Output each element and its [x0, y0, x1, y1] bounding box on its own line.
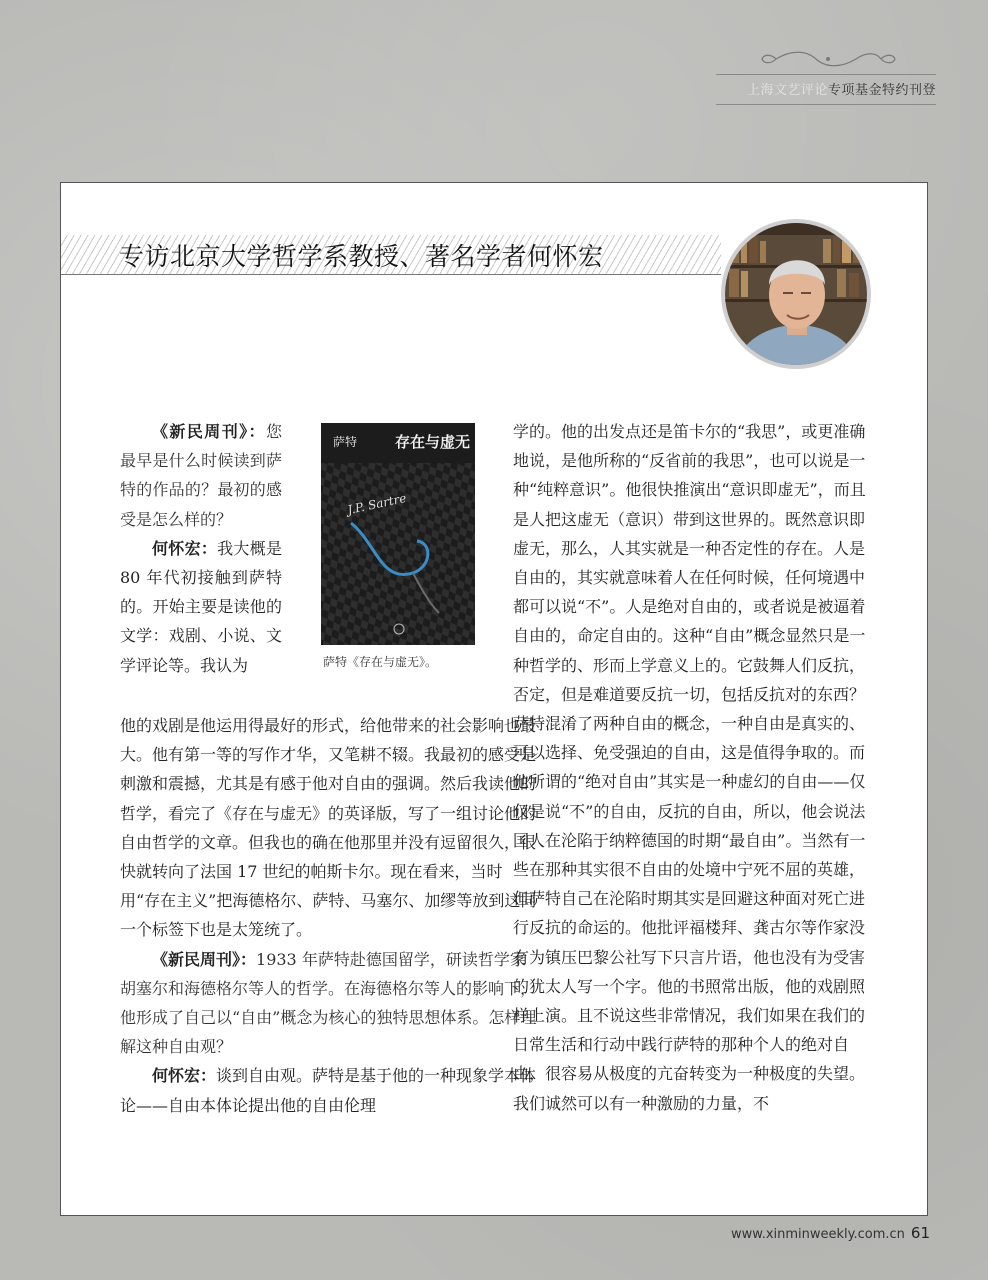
author-portrait: [721, 219, 871, 369]
answer-2-label: 何怀宏：: [152, 1066, 217, 1086]
sponsor-banner: [716, 48, 936, 105]
answer-1-start: [120, 534, 282, 680]
right-column: [513, 417, 873, 1118]
answer-2: [120, 1061, 540, 1119]
book-title: 存在与虚无: [395, 433, 471, 451]
ornament-icon: [716, 48, 936, 70]
question-2-label: 《新民周刊》：: [152, 949, 257, 969]
right-column-text: 学的。他的出发点还是笛卡尔的“我思”，或更准确地说，是他所称的“反省前的我思”，也可以说是一种“纯粹意识”。他很快推演出“意识即虚无”，而且是人把这虚无（意识）带到这世界的。既然意识即虚无，那么，人其实就是一种否定性的存在。人是自由的，其实就意味着人在任何时候，任何境遇中都可以说“不”。人是绝对自由的，或者说是被逼着自由的，命定自由的。这种“自由”概念显然只是一种哲学的、形而上学意义上的。它鼓舞人们反抗，否定，但是难道要反抗一切，包括反抗对的东西？萨特混淆了两种自由的概念，一种自由是真实的、可以选择、免受强迫的自由，这是值得争取的。而他所谓的“绝对自由”其实是一种虚幻的自由——仅仅是说“不”的自由，反抗的自由，所以，他会说法国人在沦陷于纳粹德国的时期“最自由”。当然有一些在那种其实很不自由的处境中宁死不屈的英雄，但萨特自己在沦陷时期其实是回避这种面对死亡进行反抗的命运的。他批评福楼拜、龚古尔等作家没有为镇压巴黎公社写下只言片语，他也没有为受害的犹太人写一个字。他的书照常出版，他的戏剧照样上演。且不说这些非常情况，我们如果在我们的日常生活和行动中践行萨特的那种个人的绝对自由，很容易从极度的亢奋转变为一种极度的失望。我们诚然可以有一种激励的力量，不: [513, 422, 866, 1113]
answer-1-continued: 他的戏剧是他运用得最好的形式，给他带来的社会影响也最大。他有第一等的写作才华，又笔耕不辍。我最初的感受是刺激和震撼，尤其是有感于他对自由的强调。然后我读他的哲学，看完了《存在与虚无》的英译版，写了一组讨论他的自由哲学的文章。但我也的确在他那里并没有逗留很久，很快就转向了法国 17 世纪的帕斯卡尔。现在看来，当时用“存在主义”把海德格尔、萨特、马塞尔、加缪等放到这同一个标签下也是太笼统了。: [120, 716, 537, 940]
question-2-text: 1933 年萨特赴德国留学，研读哲学家胡塞尔和海德格尔等人的哲学。在海德格尔等人的影响下，他形成了自己以“自由”概念为核心的独特思想体系。怎样理解这种自由观？: [120, 949, 537, 1057]
question-1: [120, 417, 282, 534]
sponsor-text: 专项基金特约刊登: [827, 83, 936, 98]
answer-2-text: 谈到自由观。萨特是基于他的一种现象学本体论——自由本体论提出他的自由伦理: [120, 1066, 537, 1115]
book-cover-art: [321, 423, 475, 645]
title-underline: [61, 274, 721, 275]
book-caption: 萨特《存在与虚无》。: [323, 655, 438, 669]
page-footer: [731, 1224, 930, 1242]
page-number: 61: [910, 1224, 930, 1242]
article-title: 专访北京大学哲学系教授、著名学者何怀宏: [119, 242, 604, 271]
answer-1-text-start: 我大概是 80 年代初接触到萨特的。开始主要是读他的文学：戏剧、小说、文学评论等。我认为: [120, 538, 282, 675]
book-author-mark: 萨特: [333, 435, 358, 449]
question-1-label: 《新民周刊》：: [152, 422, 266, 441]
footer-url: www.xinminweekly.com.cn: [730, 1227, 905, 1242]
answer-1-label: 何怀宏：: [152, 538, 218, 558]
article-panel: [60, 182, 928, 1216]
book-signature: J.P. Sartre: [346, 490, 408, 518]
left-narrow-column: [120, 417, 282, 680]
portrait-image: [725, 223, 867, 365]
sponsor-brand: 上海文艺评论: [746, 83, 828, 98]
question-1-text: 您最早是什么时候读到萨特的作品的？最初的感受是怎么样的？: [120, 422, 282, 529]
sponsor-line: [716, 74, 936, 105]
left-wide-column: [120, 711, 540, 1120]
question-2: [120, 945, 540, 1062]
book-cover-image: [321, 423, 475, 645]
